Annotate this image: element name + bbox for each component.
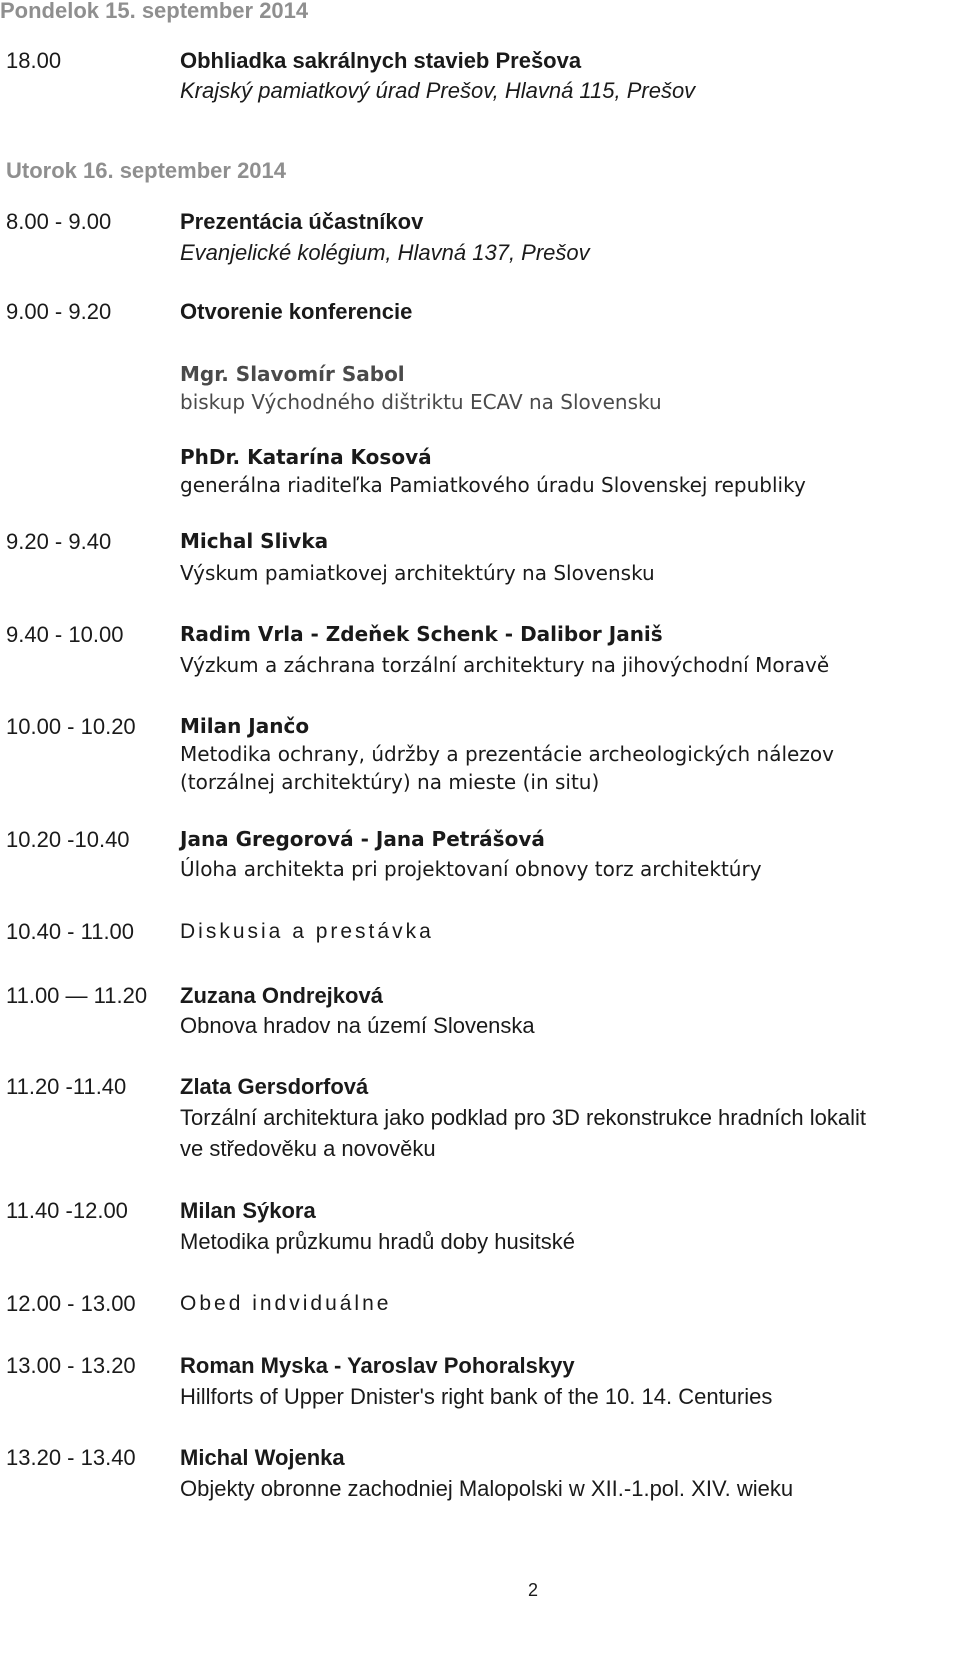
talk-topic: Hillforts of Upper Dnister's right bank of the 10. 14. Centuries xyxy=(180,1384,773,1409)
talk-topic: Výzkum a záchrana torzální architektury na jihovýchodní Moravě xyxy=(180,653,830,677)
talk-topic: Objekty obronne zachodniej Malopolski w XII.-1.pol. XIV. wieku xyxy=(180,1476,794,1501)
event-location: Krajský pamiatkový úrad Prešov, Hlavná 115, Prešov xyxy=(180,78,696,103)
talk-time: 9.40 - 10.00 xyxy=(6,622,124,647)
break-time: 10.40 - 11.00 xyxy=(6,919,135,944)
talk-time: 13.00 - 13.20 xyxy=(6,1353,136,1378)
event-title: Obhliadka sakrálnych stavieb Prešova xyxy=(180,48,582,73)
break-label: Diskusia a prestávka xyxy=(180,920,434,943)
talk-time: 11.20 -11.40 xyxy=(6,1074,127,1099)
talk-time: 9.20 - 9.40 xyxy=(6,529,112,554)
event-location: Evanjelické kolégium, Hlavná 137, Prešov xyxy=(180,240,590,265)
talk-speaker: Michal Wojenka xyxy=(180,1445,345,1470)
talk-topic: Torzální architektura jako podklad pro 3D rekonstrukce hradních lokalit xyxy=(180,1105,867,1130)
speaker-role: biskup Východného dištriktu ECAV na Slovensku xyxy=(180,390,662,414)
speaker-name: PhDr. Katarína Kosová xyxy=(180,445,432,469)
talk-speaker: Zlata Gersdorfová xyxy=(180,1074,369,1099)
talk-topic: Úloha architekta pri projektovaní obnovy torz architektúry xyxy=(180,857,762,881)
day-heading: Utorok 16. september 2014 xyxy=(6,158,287,183)
break-time: 12.00 - 13.00 xyxy=(6,1291,136,1316)
talk-speaker: Michal Slivka xyxy=(180,529,329,553)
talk-topic: ve středověku a novověku xyxy=(180,1136,436,1161)
talk-topic: Metodika ochrany, údržby a prezentácie archeologických nálezov xyxy=(180,742,834,766)
talk-time: 11.00 — 11.20 xyxy=(6,983,148,1008)
event-time: 9.00 - 9.20 xyxy=(6,299,112,324)
talk-speaker: Milan Sýkora xyxy=(180,1198,316,1223)
talk-time: 13.20 - 13.40 xyxy=(6,1445,136,1470)
event-time: 18.00 xyxy=(6,48,62,73)
talk-topic: Výskum pamiatkovej architektúry na Slovensku xyxy=(180,561,655,585)
day-heading: Pondelok 15. september 2014 xyxy=(0,0,309,23)
event-title: Prezentácia účastníkov xyxy=(180,209,424,234)
event-title: Otvorenie konferencie xyxy=(180,299,413,324)
talk-speaker: Radim Vrla - Zdeňek Schenk - Dalibor Janiš xyxy=(180,622,663,646)
speaker-name: Mgr. Slavomír Sabol xyxy=(180,362,405,386)
break-label: Obed indviduálne xyxy=(180,1292,392,1315)
speaker-role: generálna riaditeľka Pamiatkového úradu Slovenskej republiky xyxy=(180,473,806,497)
talk-speaker: Zuzana Ondrejková xyxy=(180,983,383,1008)
talk-time: 11.40 -12.00 xyxy=(6,1198,128,1223)
talk-topic: Obnova hradov na území Slovenska xyxy=(180,1013,535,1038)
talk-time: 10.20 -10.40 xyxy=(6,827,130,852)
talk-speaker: Milan Jančo xyxy=(180,714,310,738)
talk-topic: Metodika průzkumu hradů doby husitské xyxy=(180,1229,575,1254)
event-time: 8.00 - 9.00 xyxy=(6,209,112,234)
talk-speaker: Jana Gregorová - Jana Petrášová xyxy=(180,827,545,851)
page-number: 2 xyxy=(528,1580,539,1600)
talk-topic: (torzálnej architektúry) na mieste (in situ) xyxy=(180,770,600,794)
talk-speaker: Roman Myska - Yaroslav Pohoralskyy xyxy=(180,1353,575,1378)
talk-time: 10.00 - 10.20 xyxy=(6,714,136,739)
